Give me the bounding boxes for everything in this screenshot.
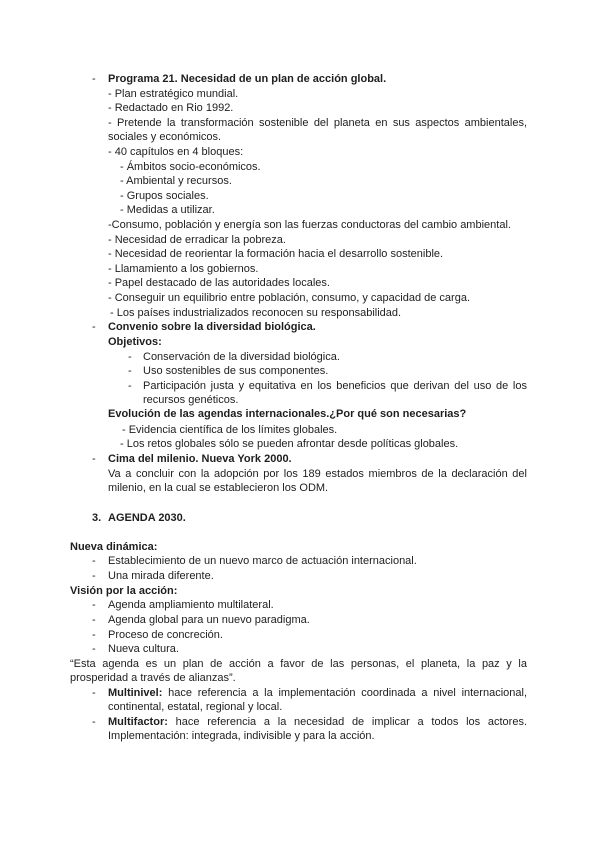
convenio-heading: Convenio sobre la diversidad biológica. — [108, 321, 316, 333]
sub-item: - Grupos sociales. — [120, 190, 209, 202]
multifactor-text: hace referencia a la necesidad de implicar a todos los actores. — [167, 716, 527, 728]
multifactor-cont: Implementación: integrada, indivisible y para la acción. — [108, 730, 375, 742]
multifactor-item — [108, 715, 527, 729]
list-item: Establecimiento de un nuevo marco de actuación internacional. — [108, 555, 417, 567]
list-item: - Evidencia científica de los límites globales. — [122, 424, 338, 436]
multinivel-label: Multinivel: — [108, 687, 163, 699]
section-heading: AGENDA 2030. — [108, 512, 186, 524]
list-item-cont: recursos genéticos. — [143, 394, 239, 406]
list-item: - Necesidad de erradicar la pobreza. — [108, 234, 286, 246]
list-item: - Redactado en Rio 1992. — [108, 102, 234, 114]
vision-label: Visión por la acción: — [70, 585, 178, 597]
bullet: - — [128, 380, 132, 392]
list-item: -Consumo, población y energía son las fuerzas conductoras del cambio ambiental. — [108, 219, 511, 231]
bullet: - — [92, 629, 96, 641]
list-item: - Necesidad de reorientar la formación hacia el desarrollo sostenible. — [108, 248, 444, 260]
list-item: Uso sostenibles de sus componentes. — [143, 365, 329, 377]
bullet: - — [92, 453, 96, 465]
sub-item: - Medidas a utilizar. — [120, 204, 215, 216]
bullet: - — [92, 555, 96, 567]
list-item: Conservación de la diversidad biológica. — [143, 351, 340, 363]
multinivel-cont: continental, estatal, regional y local. — [108, 701, 283, 713]
quote-cont: prosperidad a través de alianzas”. — [70, 672, 236, 684]
bullet: - — [92, 643, 96, 655]
multifactor-label: Multifactor: — [108, 716, 168, 728]
bullet: - — [92, 570, 96, 582]
multinivel-text: hace referencia a la implementación coordinada a nivel internacional, — [162, 687, 527, 699]
bullet: - — [92, 73, 96, 85]
programa21-heading: Programa 21. Necesidad de un plan de acción global. — [108, 73, 387, 85]
bullet: - — [92, 321, 96, 333]
list-item: - 40 capítulos en 4 bloques: — [108, 146, 244, 158]
quote: “Esta agenda es un plan de acción a favor de las personas, el planeta, la paz y la — [70, 658, 527, 670]
list-item: Nueva cultura. — [108, 643, 179, 655]
list-item: Agenda ampliamiento multilateral. — [108, 599, 274, 611]
paragraph-cont: milenio, en la cual se establecieron los ODM. — [108, 482, 329, 494]
list-item: Proceso de concreción. — [108, 629, 223, 641]
list-item-cont: sociales y económicos. — [108, 131, 222, 143]
sub-item: - Ambiental y recursos. — [120, 175, 232, 187]
bullet: - — [92, 687, 96, 699]
cima-heading: Cima del milenio. Nueva York 2000. — [108, 453, 292, 465]
section-number: 3. — [92, 512, 102, 524]
bullet: - — [92, 614, 96, 626]
list-item: Participación justa y equitativa en los beneficios que derivan del uso de los — [143, 380, 527, 392]
list-item: - Plan estratégico mundial. — [108, 88, 239, 100]
paragraph: Va a concluir con la adopción por los 189 estados miembros de la declaración del — [108, 468, 527, 480]
list-item: - Conseguir un equilibrio entre población, consumo, y capacidad de carga. — [108, 292, 470, 304]
objetivos-label: Objetivos: — [108, 336, 162, 348]
list-item: - Los países industrializados reconocen su responsabilidad. — [110, 307, 402, 319]
bullet: - — [92, 599, 96, 611]
list-item: Una mirada diferente. — [108, 570, 214, 582]
list-item: - Llamamiento a los gobiernos. — [108, 263, 259, 275]
evolucion-heading: Evolución de las agendas internacionales.¿Por qué son necesarias? — [108, 408, 467, 420]
list-item: - Los retos globales sólo se pueden afrontar desde políticas globales. — [120, 438, 459, 450]
list-item: - Papel destacado de las autoridades locales. — [108, 277, 330, 289]
bullet: - — [92, 716, 96, 728]
bullet: - — [128, 351, 132, 363]
list-item: Agenda global para un nuevo paradigma. — [108, 614, 310, 626]
multinivel-item — [108, 686, 527, 700]
list-item: - Pretende la transformación sostenible del planeta en sus aspectos ambientales, — [108, 117, 527, 129]
bullet: - — [128, 365, 132, 377]
sub-item: - Ámbitos socio-económicos. — [120, 161, 261, 173]
dinamica-label: Nueva dinámica: — [70, 541, 158, 553]
